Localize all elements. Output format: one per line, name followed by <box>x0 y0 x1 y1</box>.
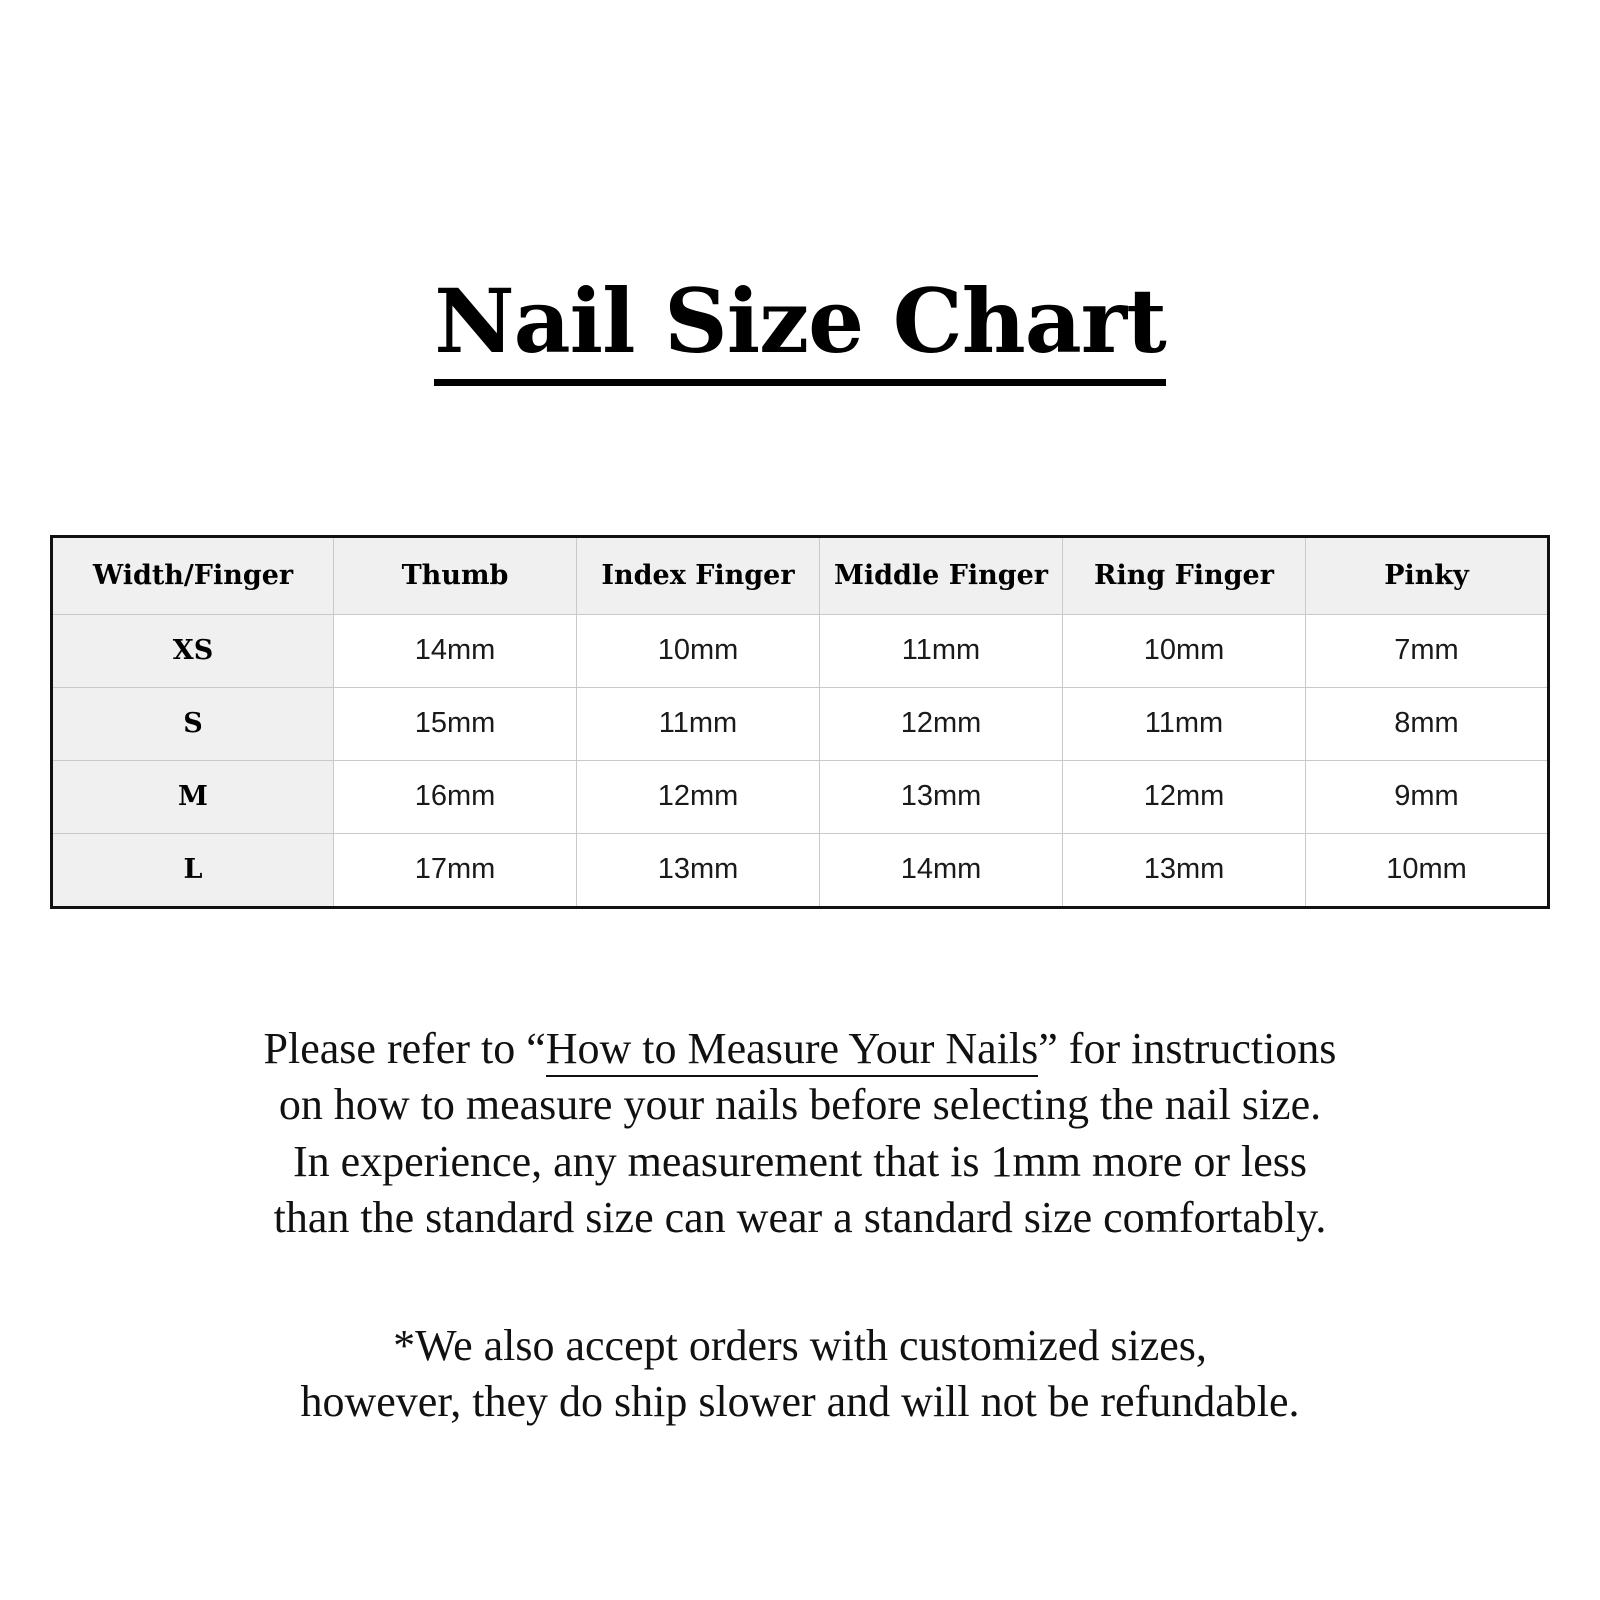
note-text-pre: Please refer to “ <box>263 1023 546 1073</box>
cell-middle: 14mm <box>820 833 1063 907</box>
cell-middle: 13mm <box>820 760 1063 833</box>
note-measure-instructions <box>100 1021 1500 1246</box>
table-head <box>52 536 1549 614</box>
table-header-row <box>52 536 1549 614</box>
note-text-post: ” for instructions <box>1038 1023 1337 1073</box>
column-header-thumb: Thumb <box>334 536 577 614</box>
cell-middle: 11mm <box>820 614 1063 687</box>
column-header-pinky: Pinky <box>1306 536 1549 614</box>
cell-ring: 12mm <box>1063 760 1306 833</box>
column-header-index-finger: Index Finger <box>577 536 820 614</box>
cell-index: 10mm <box>577 614 820 687</box>
column-header-middle-finger: Middle Finger <box>820 536 1063 614</box>
row-header-size: M <box>52 760 334 833</box>
cell-thumb: 14mm <box>334 614 577 687</box>
nail-size-table <box>50 535 1550 909</box>
table-body <box>52 614 1549 907</box>
cell-index: 11mm <box>577 687 820 760</box>
page-title-container <box>0 0 1600 445</box>
note-line: In experience, any measurement that is 1mm more or less <box>292 1136 1308 1186</box>
cell-pinky: 8mm <box>1306 687 1549 760</box>
note-line: on how to measure your nails before selecting the nail size. <box>278 1080 1322 1130</box>
cell-middle: 12mm <box>820 687 1063 760</box>
note-line: than the standard size can wear a standard size comfortably. <box>273 1192 1327 1242</box>
page-title: Nail Size Chart <box>434 277 1166 386</box>
cell-ring: 13mm <box>1063 833 1306 907</box>
column-header-ring-finger: Ring Finger <box>1063 536 1306 614</box>
cell-pinky: 7mm <box>1306 614 1549 687</box>
row-header-size: XS <box>52 614 334 687</box>
cell-thumb: 16mm <box>334 760 577 833</box>
cell-thumb: 15mm <box>334 687 577 760</box>
size-table-container <box>50 535 1550 909</box>
note-line: *We also accept orders with customized sizes, <box>393 1321 1207 1371</box>
cell-index: 12mm <box>577 760 820 833</box>
cell-pinky: 10mm <box>1306 833 1549 907</box>
table-row <box>52 833 1549 907</box>
table-row <box>52 687 1549 760</box>
notes-section <box>100 1021 1500 1431</box>
note-line: however, they do ship slower and will not be refundable. <box>300 1377 1300 1427</box>
cell-ring: 10mm <box>1063 614 1306 687</box>
row-header-size: S <box>52 687 334 760</box>
cell-pinky: 9mm <box>1306 760 1549 833</box>
column-header-width-finger: Width/Finger <box>52 536 334 614</box>
table-row <box>52 614 1549 687</box>
how-to-measure-link[interactable]: How to Measure Your Nails <box>546 1024 1039 1077</box>
note-custom-sizes <box>100 1318 1500 1431</box>
cell-index: 13mm <box>577 833 820 907</box>
row-header-size: L <box>52 833 334 907</box>
cell-ring: 11mm <box>1063 687 1306 760</box>
note-line <box>100 1021 1500 1077</box>
table-row <box>52 760 1549 833</box>
cell-thumb: 17mm <box>334 833 577 907</box>
